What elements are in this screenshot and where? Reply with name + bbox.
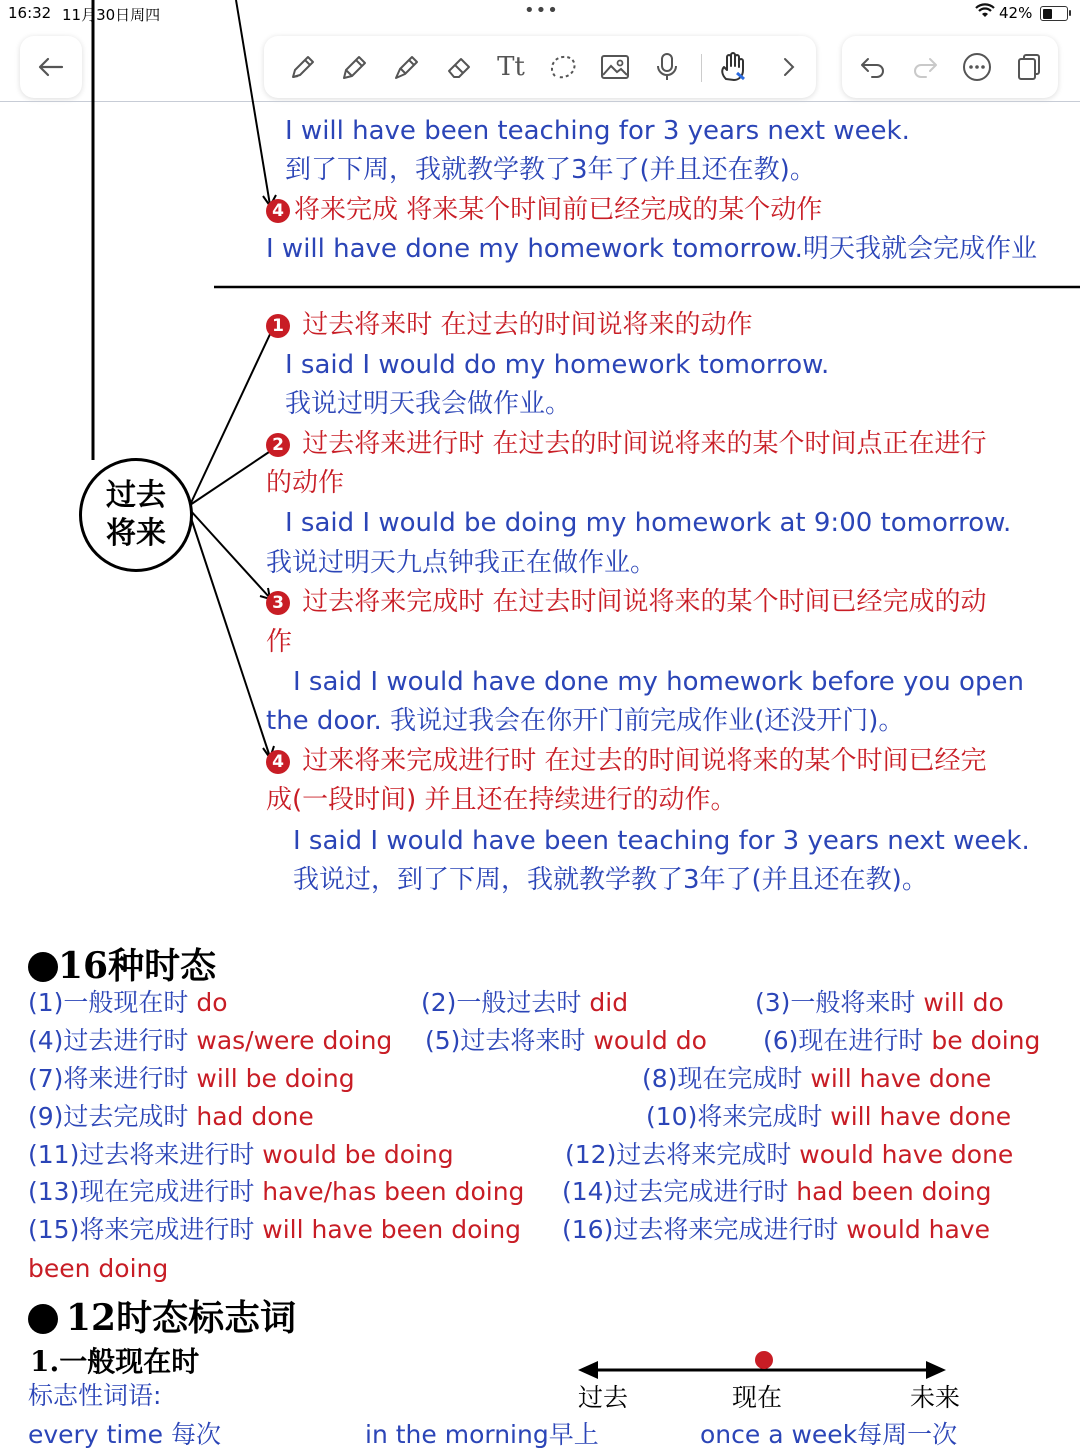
pf-item4-title-text: 过来将来完成进行时 在过去的时间说将来的某个时间已经完 xyxy=(302,746,987,776)
number-badge: 1 xyxy=(266,314,290,338)
tense-10: (10)将来完成时 will have done xyxy=(646,1102,1012,1131)
simple-present-title: 1.一般现在时 xyxy=(30,1345,200,1378)
pf-item2-title xyxy=(266,424,987,464)
branch-1 xyxy=(190,330,272,505)
tense-8: (8)现在完成时 will have done xyxy=(642,1064,992,1093)
timeline-now-dot xyxy=(755,1351,773,1369)
pf-item1-title xyxy=(266,305,753,345)
branch-4 xyxy=(190,515,270,757)
marker-word-2: in the morning早上 xyxy=(365,1420,599,1449)
pf-item3-title2: 作 xyxy=(266,627,293,657)
marker-word-3: once a week每周一次 xyxy=(700,1420,958,1449)
tense-3: (3)一般将来时 will do xyxy=(755,988,1004,1017)
marker-label: 标志性词语: xyxy=(28,1381,162,1410)
marker-word-1: every time 每次 xyxy=(28,1420,222,1449)
number-badge: 4 xyxy=(266,750,290,774)
timeline-future-label: 未来 xyxy=(910,1383,961,1412)
number-badge: 3 xyxy=(266,591,290,615)
tense-7: (7)将来进行时 will be doing xyxy=(28,1064,355,1093)
future-item4-example: I will have done my homework tomorrow.明天我就会完成作业 xyxy=(266,234,1037,264)
tense-6: (6)现在进行时 be doing xyxy=(763,1026,1041,1055)
timeline-right-arrow xyxy=(926,1361,946,1379)
pf-item1-title-text: 过去将来时 在过去的时间说将来的动作 xyxy=(302,310,753,340)
pf-item3-title-text: 过去将来完成时 在过去时间说将来的某个时间已经完成的动 xyxy=(302,587,987,617)
markers12-title xyxy=(28,1290,296,1341)
pf-item2-line1: I said I would be doing my homework at 9:00 tomorrow. xyxy=(285,508,1012,538)
future-item4-title xyxy=(266,190,822,230)
tense-16: (16)过去将来完成进行时 would have xyxy=(562,1215,990,1244)
future-item4-title-text: 将来完成 将来某个时间前已经完成的某个动作 xyxy=(294,195,823,225)
future-line2: 到了下周，我就教学教了3年了(并且还在教)。 xyxy=(285,155,816,185)
multitask-dots[interactable]: ••• xyxy=(524,0,559,21)
battery-percent: 42% xyxy=(999,4,1033,22)
tense-5: (5)过去将来时 would do xyxy=(425,1026,707,1055)
markers12-title-text: 12时态标志词 xyxy=(66,1297,297,1339)
tense-12: (12)过去将来完成时 would have done xyxy=(565,1140,1014,1169)
timeline-left-arrow xyxy=(578,1361,598,1379)
pf-item3-title xyxy=(266,582,987,622)
tense-1: (1)一般现在时 do xyxy=(28,988,228,1017)
status-date: 11月30日周四 xyxy=(62,6,161,24)
pf-item2-title2: 的动作 xyxy=(266,468,345,498)
timeline-now-label: 现在 xyxy=(732,1383,783,1412)
pf-item4-line2: 我说过，到了下周，我就教学教了3年了(并且还在教)。 xyxy=(293,865,928,895)
pf-item1-line1: I said I would do my homework tomorrow. xyxy=(285,350,830,380)
tenses16-title xyxy=(28,938,216,989)
pf-item4-title xyxy=(266,741,987,781)
tense-14: (14)过去完成进行时 had been doing xyxy=(562,1177,992,1206)
pf-item4-line1: I said I would have been teaching for 3 years next week. xyxy=(293,826,1030,856)
future-line1: I will have been teaching for 3 years next week. xyxy=(285,116,910,146)
pf-item3-line1: I said I would have done my homework before you open xyxy=(293,667,1024,697)
number-badge: 2 xyxy=(266,433,290,457)
text-icon[interactable]: Tt xyxy=(497,52,525,82)
tense-4: (4)过去进行时 was/were doing xyxy=(28,1026,393,1055)
bullet-icon xyxy=(28,952,58,982)
tense-16-wrap: been doing xyxy=(28,1254,169,1283)
tense-9: (9)过去完成时 had done xyxy=(28,1102,314,1131)
tense-11: (11)过去将来进行时 would be doing xyxy=(28,1140,454,1169)
number-badge: 4 xyxy=(266,199,290,223)
pf-item3-line2: the door. 我说过我会在你开门前完成作业(还没开门)。 xyxy=(266,706,905,736)
pf-item2-line2: 我说过明天九点钟我正在做作业。 xyxy=(266,548,657,578)
pf-item2-title-text: 过去将来进行时 在过去的时间说将来的某个时间点正在进行 xyxy=(302,429,987,459)
pf-item1-line2: 我说过明天我会做作业。 xyxy=(285,389,572,419)
branch-to-future-4 xyxy=(236,0,270,205)
timeline-past-label: 过去 xyxy=(578,1383,629,1412)
tense-2: (2)一般过去时 did xyxy=(421,988,629,1017)
past-future-node[interactable] xyxy=(79,458,193,572)
node-label-line1: 过去 xyxy=(106,478,166,513)
tense-15: (15)将来完成进行时 will have been doing xyxy=(28,1215,522,1244)
status-time: 16:32 xyxy=(8,4,52,22)
node-label-line2: 将来 xyxy=(106,516,166,551)
bullet-icon xyxy=(28,1304,58,1334)
tense-13: (13)现在完成进行时 have/has been doing xyxy=(28,1177,525,1206)
pf-item4-title2: 成(一段时间) 并且还在持续进行的动作。 xyxy=(266,785,737,815)
tenses16-title-text: 16种时态 xyxy=(58,945,217,987)
